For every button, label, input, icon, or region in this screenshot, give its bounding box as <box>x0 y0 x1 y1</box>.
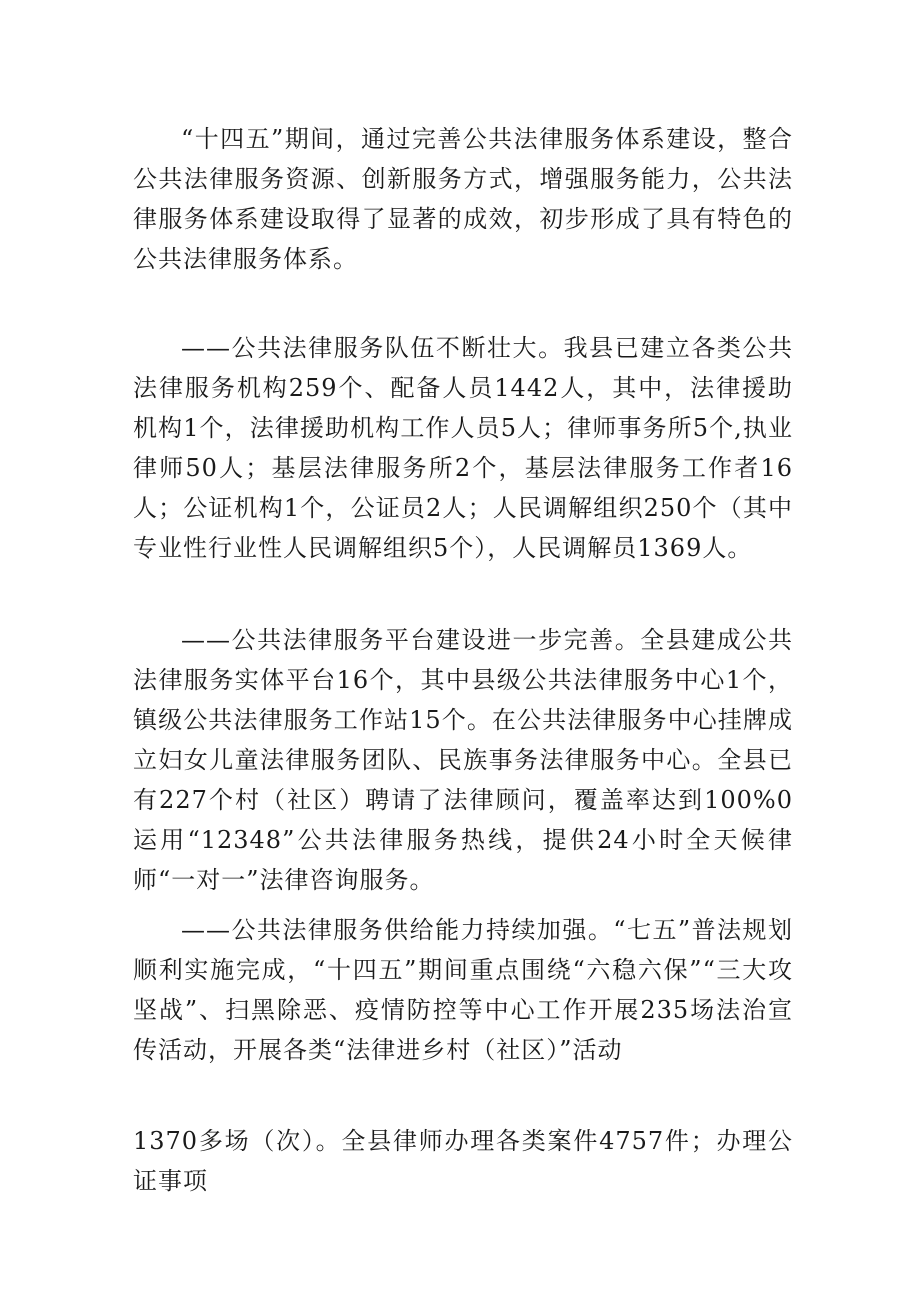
paragraph-team: ——公共法律服务队伍不断壮大。我县已建立各类公共法律服务机构259个、配备人员1442人，其中，法律援助机构1个，法律援助机构工作人员5人；律师事务所5个,执业律师50人；基层法律服务所2个，基层法律服务工作者16人；公证机构1个，公证员2人；人民调解组织250个（其中专业性行业性人民调解组织5个），人民调解员1369人。 <box>133 334 793 562</box>
paragraph-capacity: ——公共法律服务供给能力持续加强。“七五”普法规划顺利实施完成，“十四五”期间重点围绕“六稳六保”“三大攻坚战”、扫黑除恶、疫情防控等中心工作开展235场法治宣传活动，开展各类“法律进乡村（社区）”活动 <box>133 916 793 1064</box>
paragraph-platform: ——公共法律服务平台建设进一步完善。全县建成公共法律服务实体平台16个，其中县级公共法律服务中心1个，镇级公共法律服务工作站15个。在公共法律服务中心挂牌成立妇女儿童法律服务团队、民族事务法律服务中心。全县已有227个村（社区）聘请了法律顾问，覆盖率达到100%0运用“12348”公共法律服务热线，提供24小时全天候律师“一对一”法律咨询服务。 <box>133 626 793 894</box>
paragraph-intro: “十四五”期间，通过完善公共法律服务体系建设，整合公共法律服务资源、创新服务方式，增强服务能力，公共法律服务体系建设取得了显著的成效，初步形成了具有特色的公共法律服务体系。 <box>133 125 793 273</box>
paragraph-continuation: 1370多场（次）。全县律师办理各类案件4757件；办理公证事项 <box>133 1127 793 1195</box>
